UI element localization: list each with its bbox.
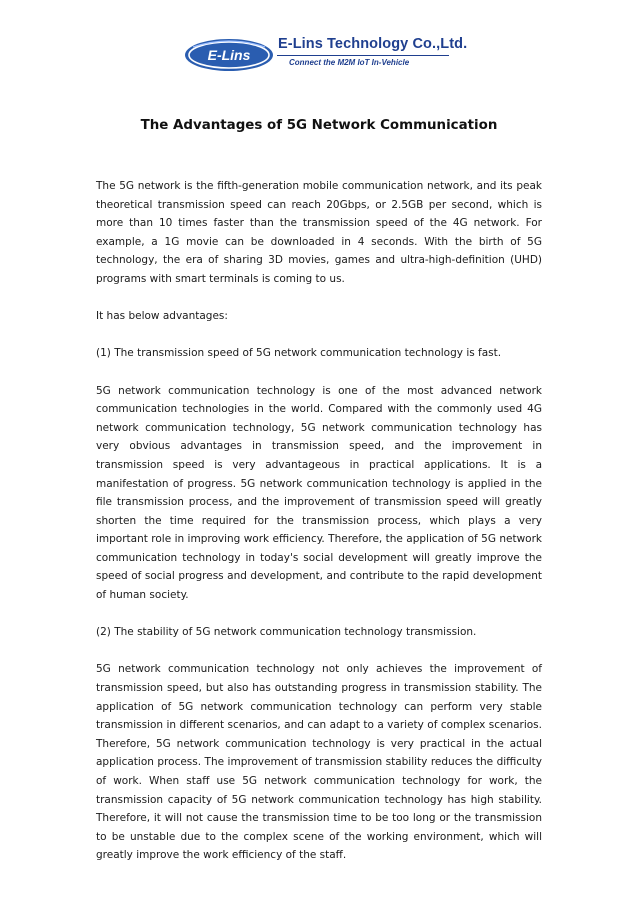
company-slogan: Connect the M2M IoT In-Vehicle [289, 58, 410, 67]
company-header [183, 34, 468, 76]
logo-text: E-Lins [207, 47, 251, 63]
stability-paragraph: 5G network communication technology not only achieves the improvement of transmission speed, but also has outstanding progress in transmission stability. The application of 5G network communication technology can perform very stable transmission in different scenarios, and can adapt to a variety of complex scenarios. Therefore, 5G network communication technology is very practical in the actual application process. The improvement of transmission stability reduces the difficulty of work. When staff use 5G network communication technology for work, the transmission capacity of 5G network communication technology has high stability. Therefore, it will not cause the transmission time to be too long or the transmission to be unstable due to the complex scene of the working environment, which will greatly improve the work efficiency of the staff. [96, 663, 542, 862]
section-heading-stability: (2) The stability of 5G network communication technology transmission. [96, 626, 477, 639]
company-name: E-Lins Technology Co.,Ltd. [278, 36, 468, 52]
company-logo [183, 37, 275, 73]
header-divider [277, 55, 449, 56]
advantages-lead-in: It has below advantages: [96, 310, 228, 323]
intro-paragraph: The 5G network is the fifth-generation mobile communication network, and its peak theoretical transmission speed can reach 20Gbps, or 2.5GB per second, which is more than 10 times faster than the transmission speed of the 4G network. For example, a 1G movie can be downloaded in 4 seconds. With the birth of 5G technology, the era of sharing 3D movies, games and ultra-high-definition (UHD) programs with smart terminals is coming to us. [96, 180, 542, 285]
section-heading-speed: (1) The transmission speed of 5G network communication technology is fast. [96, 347, 502, 360]
document-body [96, 177, 542, 884]
document-title: The Advantages of 5G Network Communication [140, 118, 498, 133]
speed-paragraph: 5G network communication technology is one of the most advanced network communication technologies in the world. Compared with the commonly used 4G network communication technology, 5G network communication technology has very obvious advantages in transmission speed, and the improvement in transmission speed is very advantageous in practical applications. It is a manifestation of progress. 5G network communication technology is applied in the file transmission process, and the improvement of transmission speed will greatly shorten the time required for the transmission process, which plays a very important role in improving work efficiency. Therefore, the application of 5G network communication technology in today's social development will greatly improve the speed of social progress and development, and contribute to the rapid development of human society. [96, 384, 542, 602]
